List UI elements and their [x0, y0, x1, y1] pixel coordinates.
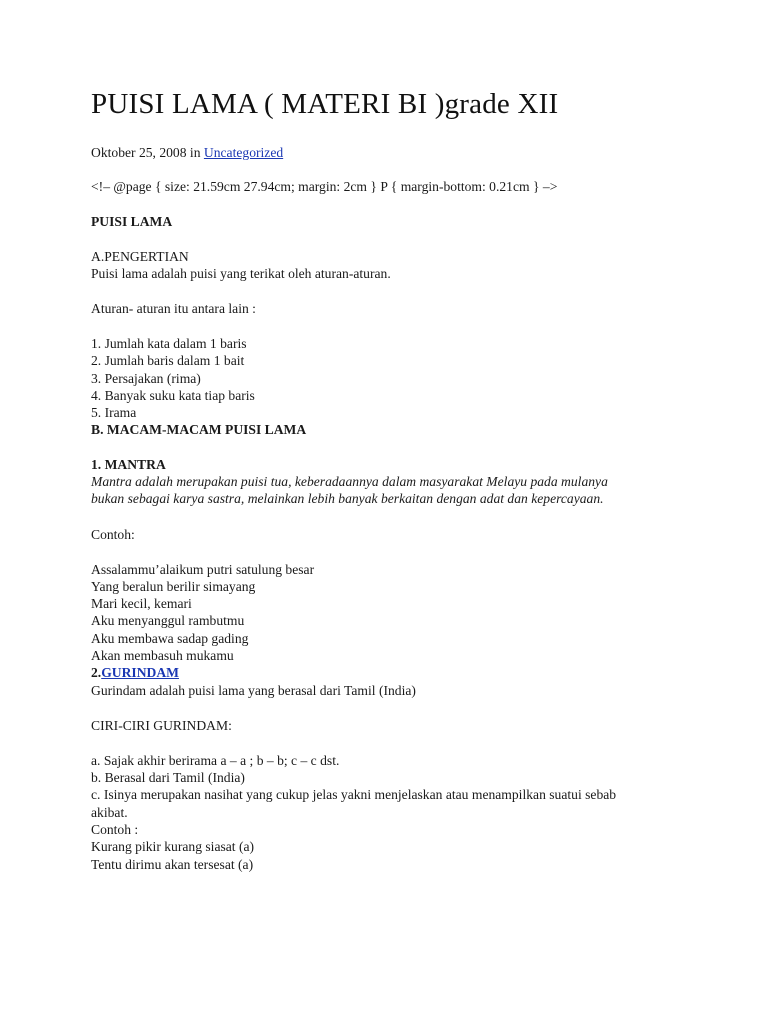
gurindam-contoh-line: Kurang pikir kurang siasat (a) [91, 839, 255, 854]
mantra-contoh-line: Aku membawa sadap gading [91, 631, 249, 646]
mantra-contoh-line: Mari kecil, kemari [91, 596, 192, 611]
mantra-description: Mantra adalah merupakan puisi tua, keberadaannya dalam masyarakat Melayu pada mulanya [91, 474, 608, 489]
ciri-heading: CIRI-CIRI GURINDAM: [91, 718, 232, 733]
mantra-contoh-line: Yang beralun berilir simayang [91, 579, 256, 594]
section-heading: PUISI LAMA [91, 214, 173, 229]
aturan-item: 1. Jumlah kata dalam 1 baris [91, 336, 247, 351]
pengertian-text: Puisi lama adalah puisi yang terikat oleh aturan-aturan. [91, 266, 391, 281]
gurindam-contoh-label: Contoh : [91, 822, 139, 837]
mantra-description: bukan sebagai karya sastra, melainkan lebih banyak berkaitan dengan adat dan kepercayaan. [91, 491, 604, 506]
aturan-intro: Aturan- aturan itu antara lain : [91, 301, 256, 316]
pengertian-heading: A.PENGERTIAN [91, 249, 189, 264]
mantra-contoh-line: Assalammu’alaikum putri satulung besar [91, 562, 315, 577]
post-title: PUISI LAMA ( MATERI BI )grade XII [91, 88, 559, 120]
gurindam-link[interactable]: GURINDAM [101, 665, 179, 680]
ciri-item: b. Berasal dari Tamil (India) [91, 770, 245, 785]
gurindam-heading [91, 664, 179, 681]
gurindam-contoh-line: Tentu dirimu akan tersesat (a) [91, 857, 254, 872]
post-meta [91, 144, 283, 161]
ciri-item: akibat. [91, 805, 128, 820]
aturan-item: 5. Irama [91, 405, 137, 420]
macam-heading: B. MACAM-MACAM PUISI LAMA [91, 422, 307, 437]
aturan-item: 4. Banyak suku kata tiap baris [91, 388, 255, 403]
mantra-contoh-line: Aku menyanggul rambutmu [91, 613, 245, 628]
css-comment-text: <!– @page { size: 21.59cm 27.94cm; margin: 2cm } P { margin-bottom: 0.21cm } –> [91, 179, 558, 194]
mantra-heading: 1. MANTRA [91, 457, 166, 472]
gurindam-description: Gurindam adalah puisi lama yang berasal dari Tamil (India) [91, 683, 416, 698]
aturan-item: 2. Jumlah baris dalam 1 bait [91, 353, 245, 368]
category-link[interactable]: Uncategorized [203, 145, 284, 160]
post-date: Oktober 25, 2008 in [91, 145, 204, 160]
ciri-item: c. Isinya merupakan nasihat yang cukup jelas yakni menjelaskan atau menampilkan suatui sebab [91, 787, 617, 802]
mantra-contoh-label: Contoh: [91, 527, 135, 542]
aturan-item: 3. Persajakan (rima) [91, 371, 201, 386]
mantra-contoh-line: Akan membasuh mukamu [91, 648, 234, 663]
gurindam-number: 2. [91, 665, 102, 680]
ciri-item: a. Sajak akhir berirama a – a ; b – b; c – c dst. [91, 753, 340, 768]
